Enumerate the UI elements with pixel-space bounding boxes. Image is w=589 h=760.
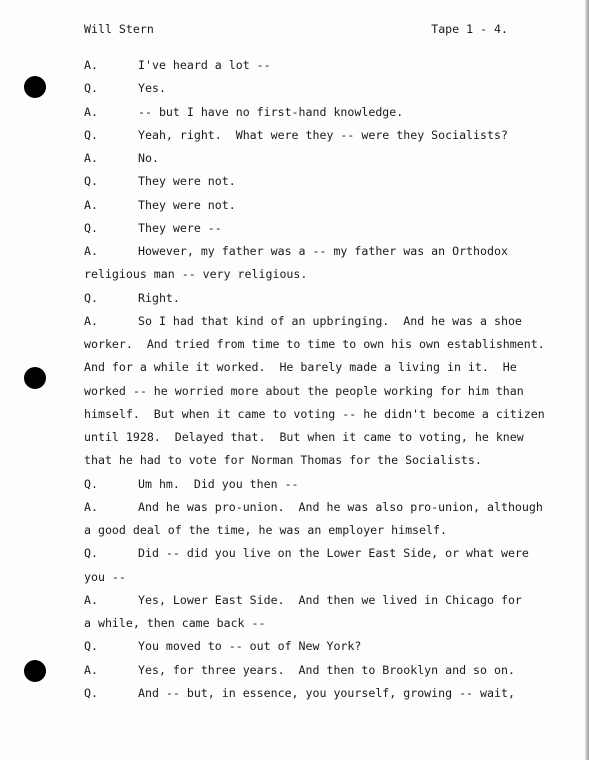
transcript-line <box>84 313 554 336</box>
transcript-line <box>84 383 554 406</box>
line-text: They were -- <box>138 220 222 235</box>
transcript-line <box>84 615 554 638</box>
transcript-line <box>84 406 554 429</box>
speaker-label: A. <box>84 104 98 119</box>
punch-hole-middle <box>24 367 46 389</box>
transcript-line <box>84 173 554 196</box>
line-text: Did -- did you live on the Lower East Side, or what were <box>138 546 529 561</box>
speaker-label: Q. <box>84 81 98 96</box>
transcript-line <box>84 452 554 475</box>
speaker-label: A. <box>84 244 98 258</box>
transcript-line <box>84 127 554 150</box>
transcript-line <box>84 429 554 452</box>
tape-reference: Tape 1 - 4. <box>431 22 508 36</box>
line-text: I've heard a lot -- <box>138 58 271 72</box>
speaker-label: A. <box>84 592 98 607</box>
line-text: And for a while it worked. He barely made a living in it. He <box>84 360 517 375</box>
line-text: that he had to vote for Norman Thomas for the Socialists. <box>84 453 482 468</box>
line-text: worked -- he worried more about the people working for him than <box>84 383 524 398</box>
speaker-label: A. <box>84 662 98 677</box>
speaker-label: A. <box>84 151 98 165</box>
line-text: So I had that kind of an upbringing. And he was a shoe <box>138 313 522 328</box>
line-text: -- but I have no first-hand knowledge. <box>138 104 404 119</box>
line-text: Yes. <box>138 81 166 96</box>
line-text: worker. And tried from time to time to own his own establishment. <box>84 337 545 351</box>
transcript-line <box>84 220 554 243</box>
transcript-line <box>84 150 554 173</box>
transcript-line <box>84 359 554 382</box>
transcript-line <box>84 243 554 266</box>
line-text: Yes, for three years. And then to Brooklyn and so on. <box>138 662 515 677</box>
speaker-label: Q. <box>84 639 98 654</box>
transcript-line <box>84 57 554 80</box>
speaker-label: Q. <box>84 685 98 700</box>
speaker-label: Q. <box>84 174 98 189</box>
transcript-line <box>84 545 554 568</box>
speaker-label: Q. <box>84 290 98 305</box>
line-text: No. <box>138 151 159 165</box>
line-text: you -- <box>84 569 126 584</box>
line-text: However, my father was a -- my father was an Orthodox <box>138 244 508 258</box>
line-text: a good deal of the time, he was an employer himself. <box>84 523 447 537</box>
punch-hole-top <box>24 76 46 98</box>
transcript-line <box>84 80 554 103</box>
punch-hole-bottom <box>24 660 46 682</box>
line-text: Yes, Lower East Side. And then we lived in Chicago for <box>138 592 522 607</box>
speaker-label: A. <box>84 58 98 72</box>
transcript-line <box>84 592 554 615</box>
line-text: religious man -- very religious. <box>84 267 308 282</box>
transcript-line <box>84 569 554 592</box>
line-text: They were not. <box>138 174 236 189</box>
transcript-line <box>84 499 554 522</box>
transcript-line <box>84 476 554 499</box>
speaker-label: Q. <box>84 220 98 235</box>
transcript-line <box>84 522 554 545</box>
page-header <box>84 22 508 40</box>
line-text: Yeah, right. What were they -- were they Socialists? <box>138 127 508 142</box>
transcript-line <box>84 197 554 220</box>
line-text: himself. But when it came to voting -- he didn't become a citizen <box>84 406 545 421</box>
transcript-line <box>84 266 554 289</box>
line-text: a while, then came back -- <box>84 616 266 630</box>
line-text: They were not. <box>138 197 236 212</box>
speaker-label: A. <box>84 197 98 212</box>
line-text: And -- but, in essence, you yourself, growing -- wait, <box>138 685 515 700</box>
transcript-body <box>84 57 554 708</box>
transcript-line <box>84 638 554 661</box>
page-edge-shadow <box>585 0 589 760</box>
line-text: You moved to -- out of New York? <box>138 639 362 654</box>
transcript-line <box>84 662 554 685</box>
speaker-label: A. <box>84 499 98 514</box>
line-text: And he was pro-union. And he was also pro-union, although <box>138 499 543 514</box>
speaker-label: A. <box>84 313 98 328</box>
speaker-label: Q. <box>84 476 98 491</box>
interviewee-name: Will Stern <box>84 22 154 36</box>
transcript-line <box>84 685 554 708</box>
speaker-label: Q. <box>84 546 98 561</box>
speaker-label: Q. <box>84 127 98 142</box>
line-text: Right. <box>138 290 180 305</box>
line-text: Um hm. Did you then -- <box>138 476 299 491</box>
line-text: until 1928. Delayed that. But when it came to voting, he knew <box>84 430 524 444</box>
transcript-line <box>84 104 554 127</box>
transcript-line <box>84 336 554 359</box>
transcript-line <box>84 290 554 313</box>
